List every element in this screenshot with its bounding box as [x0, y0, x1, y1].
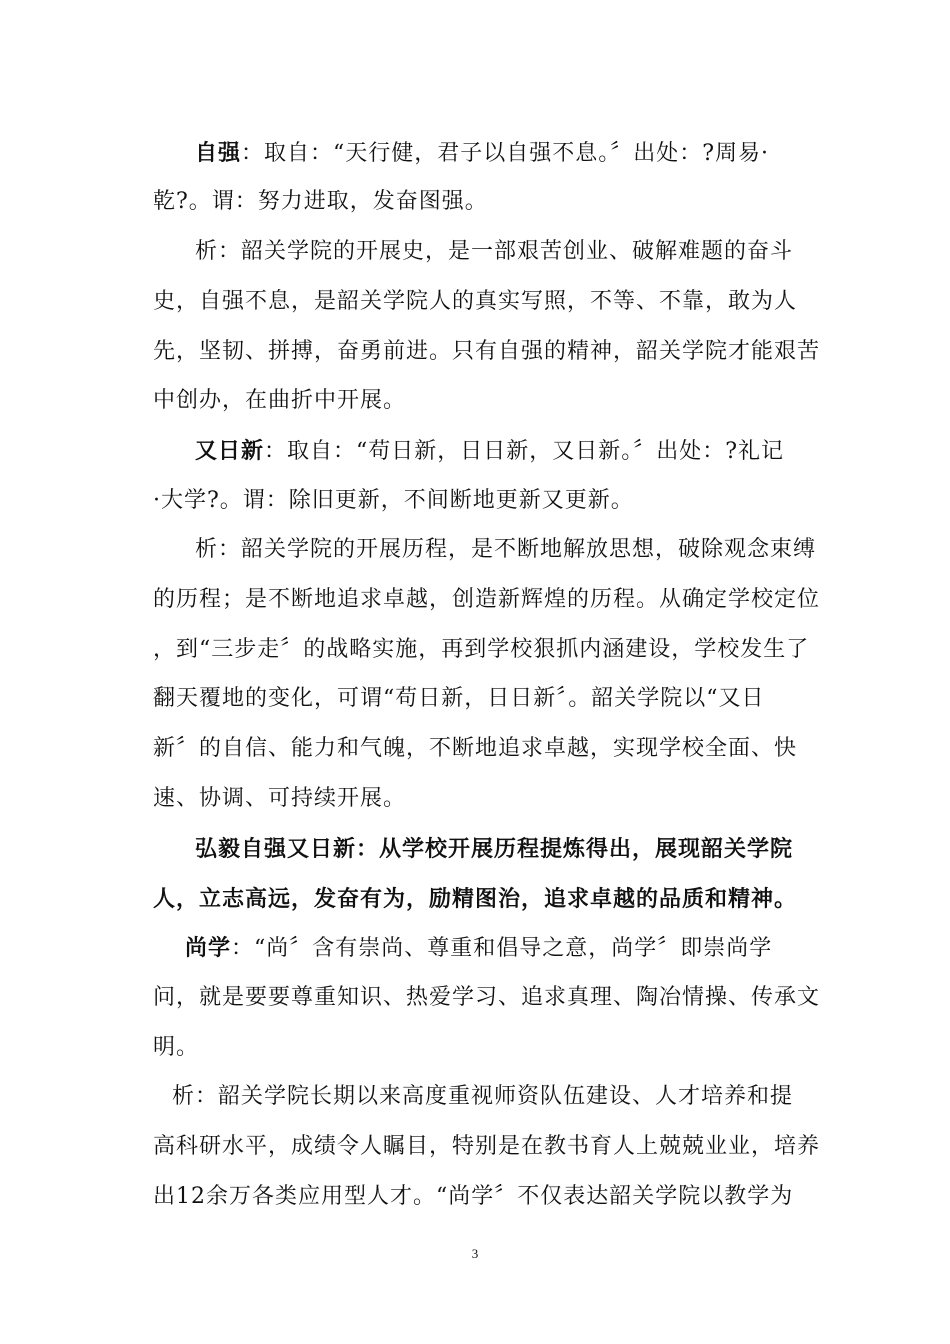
term-ziqiang: 自强	[195, 140, 242, 166]
analysis-2-line-6: 速、协调、可持续开展。	[153, 786, 407, 811]
paragraph-rixin-line-1: 又日新：取自：“苟日新，日日新，又日新。〞出处：?礼记	[195, 438, 785, 464]
analysis-1-line-2: 史，自强不息，是韶关学院人的真实写照，不等、不靠，敢为人	[153, 289, 798, 314]
analysis-1-line-4: 中创办，在曲折中开展。	[153, 388, 407, 413]
page-number: 3	[471, 1246, 479, 1261]
paragraph-shangxue-line-1: 尚学：“尚〞含有崇尚、尊重和倡导之意，尚学〞即崇尚学	[185, 935, 773, 961]
paragraph-ziqiang-line-2: 乾?。谓：努力进取，发奋图强。	[153, 189, 488, 214]
analysis-3-line-3: 出12余万各类应用型人才。“尚学〞不仅表达韶关学院以教学为	[153, 1184, 794, 1209]
term-shangxue: 尚学	[185, 935, 232, 961]
analysis-2-line-2: 的历程；是不断地追求卓越，创造新辉煌的历程。从确定学校定位	[153, 587, 821, 612]
analysis-1-line-3: 先，坚韧、拼搏，奋勇前进。只有自强的精神，韶关学院才能艰苦	[153, 339, 821, 364]
paragraph-shangxue-line-3: 明。	[153, 1035, 200, 1060]
summary-line-2: 人，立志高远，发奋有为，励精图治，追求卓越的品质和精神。	[153, 886, 798, 912]
analysis-2-line-3: ，到“三步走〞的战略实施，再到学校狠抓内涵建设，学校发生了	[153, 637, 810, 662]
analysis-2-line-1: 析：韶关学院的开展历程，是不断地解放思想，破除观念束缚	[195, 537, 817, 562]
analysis-2-line-4: 翻天覆地的变化，可谓“苟日新，日日新〞。韶关学院以“又日	[153, 686, 765, 711]
paragraph-shangxue-line-2: 问，就是要要尊重知识、热爱学习、追求真理、陶冶情操、传承文	[153, 985, 821, 1010]
term-rixin: 又日新	[195, 438, 265, 464]
analysis-1-line-1: 析：韶关学院的开展史，是一部艰苦创业、破解难题的奋斗	[195, 239, 794, 264]
summary-line-1: 弘毅自强又日新：从学校开展历程提炼得出，展现韶关学院	[195, 836, 794, 862]
paragraph-ziqiang-line-1: 自强：取自：“天行健，君子以自强不息。〞出处：?周易·	[195, 140, 770, 166]
analysis-3-line-2: 高科研水平，成绩令人瞩目，特别是在教书育人上兢兢业业，培养	[153, 1134, 821, 1159]
paragraph-rixin-line-2: ·大学?。谓：除旧更新，不间断地更新又更新。	[153, 488, 634, 513]
analysis-3-line-1: 析：韶关学院长期以来高度重视师资队伍建设、人才培养和提	[172, 1084, 794, 1109]
analysis-2-line-5: 新〞的自信、能力和气魄，不断地追求卓越，实现学校全面、快	[153, 736, 798, 761]
